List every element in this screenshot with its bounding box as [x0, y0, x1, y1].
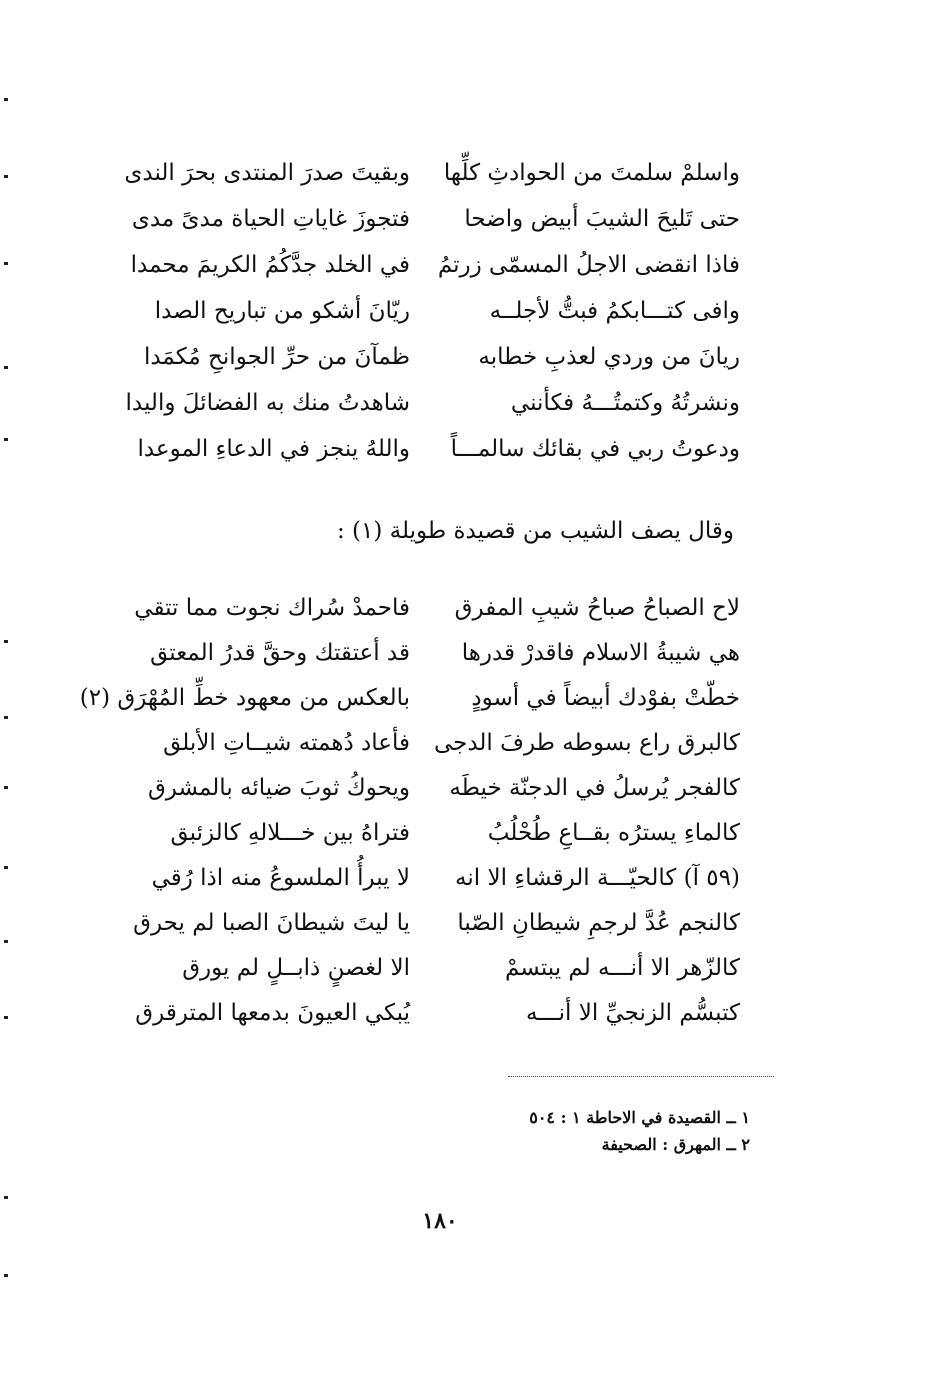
margin-mark [4, 438, 8, 441]
margin-mark [4, 366, 8, 369]
footnotes [330, 1104, 750, 1158]
verse-line [120, 991, 740, 1036]
first-hemistich: ونشرتُهُ وكتمتُـــهُ فكأنني [510, 390, 740, 416]
first-hemistich: هي شيبةُ الاسلام فاقدرْ قدرها [461, 640, 740, 666]
poem-section-1 [120, 150, 740, 472]
margin-mark [4, 640, 8, 643]
verse-line [120, 901, 740, 946]
second-hemistich: ريّانَ أشكو من تباريح الصدا [154, 298, 410, 324]
footnote-separator [508, 1076, 774, 1077]
margin-mark [4, 1016, 8, 1019]
second-hemistich: يُبكي العيونَ بدمعها المترقرق [135, 1000, 410, 1026]
second-hemistich: وبقيتَ صدرَ المنتدى بحرَ الندى [124, 160, 410, 186]
first-hemistich: كالنجم عُدَّ لرجمِ شيطانِ الصّبا [457, 910, 740, 936]
verse-line [120, 242, 740, 288]
first-hemistich: (٥٩ آ) كالحيّـــة الرقشاءِ الا انه [455, 865, 740, 891]
footnote-1: ١ ــ القصيدة في الاحاطة ١ : ٥٠٤ [529, 1108, 750, 1127]
margin-mark [4, 1274, 8, 1277]
first-hemistich: كالفجر يُرسلُ في الدجنّة خيطَه [449, 775, 740, 801]
first-hemistich: كالبرق راع بسوطه طرفَ الدجى [433, 730, 740, 756]
second-hemistich: في الخلد جدَّكُمُ الكريمَ محمدا [130, 252, 410, 278]
second-hemistich: شاهدتُ منك به الفضائلَ واليدا [125, 390, 410, 416]
margin-mark [4, 262, 8, 265]
verse-line [120, 196, 740, 242]
second-hemistich: فتجوزَ غاياتِ الحياة مدىً مدى [131, 206, 410, 232]
margin-mark [4, 175, 8, 178]
margin-mark [4, 940, 8, 943]
verse-line [120, 586, 740, 631]
second-hemistich: يا ليتَ شيطانَ الصبا لم يحرق [133, 910, 410, 936]
first-hemistich: كتبسُّم الزنجيِّ الا أنـــه [526, 1000, 740, 1026]
first-hemistich: وافى كتـــابكمُ فبتُّ لأجلــه [489, 298, 740, 324]
verse-line [120, 150, 740, 196]
first-hemistich: كالماءِ يسترُه بقــاعِ طُحْلُبُ [487, 820, 740, 846]
first-hemistich: كالزّهر الا أنـــه لم يبتسمْ [505, 955, 740, 981]
verse-line [120, 811, 740, 856]
verse-line [120, 766, 740, 811]
verse-line [120, 721, 740, 766]
margin-mark [4, 786, 8, 789]
poem-section-2 [79, 586, 740, 1036]
second-hemistich: فاحمدْ سُراك نجوت مما تتقي [134, 595, 410, 621]
margin-mark [4, 98, 8, 101]
footnote-2: ٢ ــ المهرق : الصحيفة [601, 1135, 750, 1154]
verse-line [120, 334, 740, 380]
page-number: ١٨٠ [422, 1208, 458, 1234]
section-intro: وقال يصف الشيب من قصيدة طويلة (١) : [336, 518, 734, 544]
second-hemistich: لا يبرأُ الملسوعُ منه اذا رُقي [151, 865, 410, 891]
second-hemistich: الا لغصنٍ ذابــلٍ لم يورق [182, 955, 410, 981]
first-hemistich: لاح الصباحُ صباحُ شيبِ المفرق [454, 595, 740, 621]
verse-line [120, 288, 740, 334]
verse-line [120, 631, 740, 676]
verse-line [120, 426, 740, 472]
second-hemistich: واللهُ ينجز في الدعاءِ الموعدا [137, 436, 410, 462]
margin-mark [4, 1196, 8, 1199]
first-hemistich: واسلمْ سلمتَ من الحوادثِ كلِّها [443, 160, 740, 186]
first-hemistich: حتى تَليحَ الشيبَ أبيض واضحا [464, 206, 740, 232]
first-hemistich: ودعوتُ ربي في بقائك سالمـــاً [450, 436, 740, 462]
verse-line [79, 676, 740, 721]
margin-mark [4, 866, 8, 869]
verse-line [120, 856, 740, 901]
first-hemistich: خطّتْ بفوْدك أبيضاً في أسودٍ [471, 685, 740, 711]
verse-line [120, 946, 740, 991]
first-hemistich: ريانَ من وردي لعذبِ خطابه [478, 344, 740, 370]
second-hemistich: بالعكس من معهود خطِّ المُهْرَق (٢) [79, 685, 410, 711]
second-hemistich: ظمآنَ من حرِّ الجوانحِ مُكمَدا [143, 344, 410, 370]
second-hemistich: فأعاد دُهمته شيــاتِ الأبلق [163, 730, 410, 756]
first-hemistich: فاذا انقضى الاجلُ المسمّى زرتمُ [437, 252, 740, 278]
margin-mark [4, 716, 8, 719]
second-hemistich: قد أعتقتك وحقَّ قدرُ المعتق [150, 640, 410, 666]
second-hemistich: فتراهُ بين خـــلالهِ كالزئبق [170, 820, 410, 846]
second-hemistich: ويحوكُ ثوبَ ضيائه بالمشرق [147, 775, 410, 801]
verse-line [120, 380, 740, 426]
